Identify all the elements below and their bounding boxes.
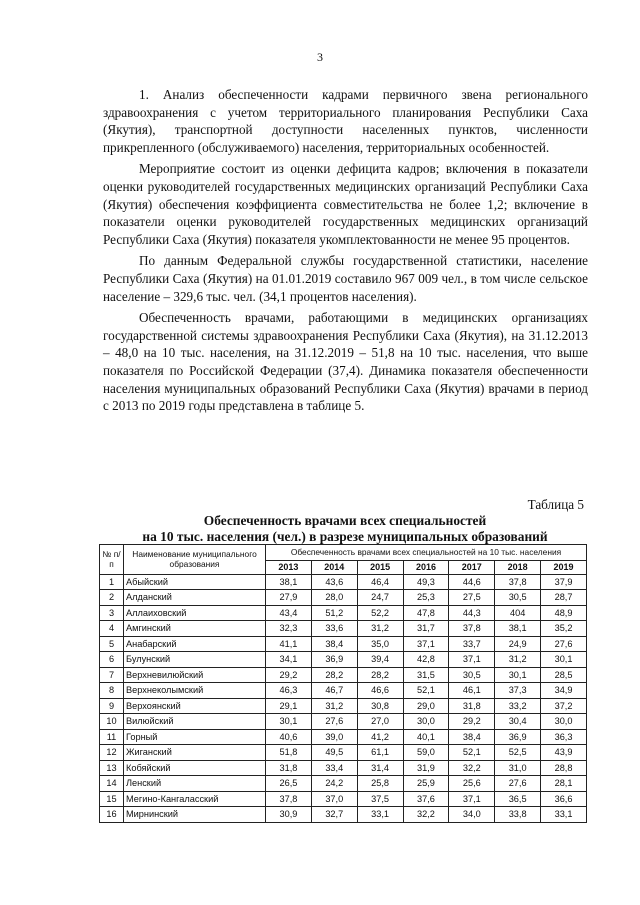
- value-cell: 38,1: [495, 621, 541, 637]
- table-row: [100, 590, 587, 606]
- municipality-name: Горный: [124, 729, 266, 745]
- value-cell: 32,7: [311, 807, 357, 823]
- table-title: [100, 513, 590, 545]
- value-cell: 43,9: [541, 745, 587, 761]
- table-row: [100, 698, 587, 714]
- table-row: [100, 714, 587, 730]
- table-row: [100, 776, 587, 792]
- value-cell: 41,1: [266, 636, 312, 652]
- value-cell: 51,8: [266, 745, 312, 761]
- table-row: [100, 729, 587, 745]
- col-header-name: Наименование муниципального образования: [124, 545, 266, 575]
- value-cell: 52,1: [449, 745, 495, 761]
- value-cell: 36,6: [541, 791, 587, 807]
- value-cell: 36,3: [541, 729, 587, 745]
- value-cell: 30,8: [357, 698, 403, 714]
- value-cell: 25,8: [357, 776, 403, 792]
- table-caption: Таблица 5: [527, 497, 584, 512]
- value-cell: 33,2: [495, 698, 541, 714]
- value-cell: 37,0: [311, 791, 357, 807]
- value-cell: 31,9: [403, 760, 449, 776]
- municipality-name: Вилюйский: [124, 714, 266, 730]
- value-cell: 46,7: [311, 683, 357, 699]
- value-cell: 38,4: [449, 729, 495, 745]
- value-cell: 37,8: [495, 574, 541, 590]
- table-row: [100, 621, 587, 637]
- value-cell: 31,0: [495, 760, 541, 776]
- value-cell: 36,5: [495, 791, 541, 807]
- value-cell: 28,5: [541, 667, 587, 683]
- value-cell: 25,6: [449, 776, 495, 792]
- municipality-name: Кобяйский: [124, 760, 266, 776]
- value-cell: 27,6: [495, 776, 541, 792]
- value-cell: 31,2: [495, 652, 541, 668]
- paragraph: Обеспеченность врачами, работающими в медицинских организациях государственной системы здравоохранения Республики Саха (Якутия), на 31.12.2013 – 48,0 на 10 тыс. населения, на 31.12.2019 – 51,8 на 10 тыс. населения, что выше показателя по Российской Федерации (37,4). Динамика показателя обеспеченности населения муниципальных образований Республики Саха (Якутия) врачами в период с 2013 по 2019 годы представлена в таблице 5.: [103, 310, 588, 414]
- municipality-name: Мегино-Кангаласский: [124, 791, 266, 807]
- col-header-year: 2019: [541, 560, 587, 574]
- value-cell: 39,0: [311, 729, 357, 745]
- value-cell: 61,1: [357, 745, 403, 761]
- table-row: [100, 667, 587, 683]
- value-cell: 29,2: [266, 667, 312, 683]
- value-cell: 33,1: [357, 807, 403, 823]
- paragraph: 1. Анализ обеспеченности кадрами первичного звена регионального здравоохранения с учетом территориального планирования Республики Саха (Якутия), транспортной доступности населенных пунктов, численности прикрепленного (обслуживаемого) населения, территориальных особенностей.: [103, 87, 588, 155]
- row-number: 15: [100, 791, 124, 807]
- col-header-number: № п/п: [100, 545, 124, 575]
- page-number: 3: [317, 50, 323, 64]
- municipality-name: Анабарский: [124, 636, 266, 652]
- value-cell: 42,8: [403, 652, 449, 668]
- value-cell: 40,1: [403, 729, 449, 745]
- value-cell: 37,2: [541, 698, 587, 714]
- value-cell: 32,2: [403, 807, 449, 823]
- municipality-name: Мирнинский: [124, 807, 266, 823]
- col-header-year: 2017: [449, 560, 495, 574]
- value-cell: 37,6: [403, 791, 449, 807]
- col-header-year: 2018: [495, 560, 541, 574]
- value-cell: 25,9: [403, 776, 449, 792]
- row-number: 14: [100, 776, 124, 792]
- value-cell: 31,5: [403, 667, 449, 683]
- value-cell: 30,1: [541, 652, 587, 668]
- value-cell: 29,0: [403, 698, 449, 714]
- row-number: 11: [100, 729, 124, 745]
- row-number: 12: [100, 745, 124, 761]
- value-cell: 38,4: [311, 636, 357, 652]
- value-cell: 33,4: [311, 760, 357, 776]
- row-number: 13: [100, 760, 124, 776]
- value-cell: 52,1: [403, 683, 449, 699]
- row-number: 1: [100, 574, 124, 590]
- table-row: [100, 760, 587, 776]
- value-cell: 47,8: [403, 605, 449, 621]
- value-cell: 44,6: [449, 574, 495, 590]
- municipality-name: Верхневилюйский: [124, 667, 266, 683]
- value-cell: 404: [495, 605, 541, 621]
- value-cell: 37,5: [357, 791, 403, 807]
- value-cell: 35,0: [357, 636, 403, 652]
- table-row: [100, 636, 587, 652]
- value-cell: 27,6: [541, 636, 587, 652]
- value-cell: 37,1: [449, 791, 495, 807]
- value-cell: 49,3: [403, 574, 449, 590]
- row-number: 8: [100, 683, 124, 699]
- value-cell: 27,9: [266, 590, 312, 606]
- row-number: 16: [100, 807, 124, 823]
- table-title-line: на 10 тыс. населения (чел.) в разрезе муниципальных образований: [142, 529, 548, 544]
- municipality-name: Абыйский: [124, 574, 266, 590]
- doctors-table: [99, 544, 587, 823]
- value-cell: 46,1: [449, 683, 495, 699]
- value-cell: 31,2: [357, 621, 403, 637]
- value-cell: 43,4: [266, 605, 312, 621]
- value-cell: 33,7: [449, 636, 495, 652]
- value-cell: 31,7: [403, 621, 449, 637]
- value-cell: 59,0: [403, 745, 449, 761]
- municipality-name: Булунский: [124, 652, 266, 668]
- row-number: 4: [100, 621, 124, 637]
- value-cell: 25,3: [403, 590, 449, 606]
- value-cell: 28,1: [541, 776, 587, 792]
- value-cell: 52,5: [495, 745, 541, 761]
- table-title-line: Обеспеченность врачами всех специальностей: [203, 513, 487, 528]
- municipality-name: Амгинский: [124, 621, 266, 637]
- value-cell: 51,2: [311, 605, 357, 621]
- table-row: [100, 683, 587, 699]
- value-cell: 29,1: [266, 698, 312, 714]
- municipality-name: Жиганский: [124, 745, 266, 761]
- col-header-year: 2013: [266, 560, 312, 574]
- col-header-group: Обеспеченность врачами всех специальностей на 10 тыс. населения: [266, 545, 587, 561]
- row-number: 6: [100, 652, 124, 668]
- col-header-year: 2014: [311, 560, 357, 574]
- value-cell: 30,1: [266, 714, 312, 730]
- value-cell: 36,9: [311, 652, 357, 668]
- value-cell: 28,0: [311, 590, 357, 606]
- row-number: 5: [100, 636, 124, 652]
- value-cell: 32,2: [449, 760, 495, 776]
- value-cell: 33,1: [541, 807, 587, 823]
- table-row: [100, 791, 587, 807]
- value-cell: 28,2: [311, 667, 357, 683]
- value-cell: 37,8: [266, 791, 312, 807]
- value-cell: 41,2: [357, 729, 403, 745]
- value-cell: 44,3: [449, 605, 495, 621]
- value-cell: 31,2: [311, 698, 357, 714]
- value-cell: 37,3: [495, 683, 541, 699]
- table-row: [100, 745, 587, 761]
- value-cell: 37,9: [541, 574, 587, 590]
- value-cell: 33,8: [495, 807, 541, 823]
- municipality-name: Верхнеколымский: [124, 683, 266, 699]
- col-header-year: 2015: [357, 560, 403, 574]
- value-cell: 30,9: [266, 807, 312, 823]
- value-cell: 37,1: [403, 636, 449, 652]
- row-number: 3: [100, 605, 124, 621]
- value-cell: 40,6: [266, 729, 312, 745]
- value-cell: 48,9: [541, 605, 587, 621]
- value-cell: 32,3: [266, 621, 312, 637]
- value-cell: 28,8: [541, 760, 587, 776]
- value-cell: 28,2: [357, 667, 403, 683]
- value-cell: 28,7: [541, 590, 587, 606]
- value-cell: 30,4: [495, 714, 541, 730]
- value-cell: 24,7: [357, 590, 403, 606]
- row-number: 2: [100, 590, 124, 606]
- row-number: 9: [100, 698, 124, 714]
- value-cell: 31,8: [266, 760, 312, 776]
- value-cell: 33,6: [311, 621, 357, 637]
- table-row: [100, 807, 587, 823]
- value-cell: 39,4: [357, 652, 403, 668]
- value-cell: 27,5: [449, 590, 495, 606]
- value-cell: 30,0: [403, 714, 449, 730]
- value-cell: 35,2: [541, 621, 587, 637]
- value-cell: 46,6: [357, 683, 403, 699]
- value-cell: 29,2: [449, 714, 495, 730]
- municipality-name: Верхоянский: [124, 698, 266, 714]
- value-cell: 26,5: [266, 776, 312, 792]
- value-cell: 24,2: [311, 776, 357, 792]
- value-cell: 38,1: [266, 574, 312, 590]
- municipality-name: Ленский: [124, 776, 266, 792]
- table-row: [100, 605, 587, 621]
- value-cell: 49,5: [311, 745, 357, 761]
- value-cell: 37,8: [449, 621, 495, 637]
- value-cell: 36,9: [495, 729, 541, 745]
- paragraph: По данным Федеральной службы государственной статистики, население Республики Саха (Якутия) на 01.01.2019 составило 967 009 чел., в том числе сельское население – 329,6 тыс. чел. (34,1 процентов населения).: [103, 253, 588, 304]
- value-cell: 30,5: [495, 590, 541, 606]
- value-cell: 52,2: [357, 605, 403, 621]
- row-number: 7: [100, 667, 124, 683]
- value-cell: 31,8: [449, 698, 495, 714]
- value-cell: 31,4: [357, 760, 403, 776]
- municipality-name: Алданский: [124, 590, 266, 606]
- value-cell: 43,6: [311, 574, 357, 590]
- municipality-name: Аллаиховский: [124, 605, 266, 621]
- body-text: [103, 86, 588, 419]
- value-cell: 34,0: [449, 807, 495, 823]
- value-cell: 46,3: [266, 683, 312, 699]
- row-number: 10: [100, 714, 124, 730]
- value-cell: 30,1: [495, 667, 541, 683]
- table-row: [100, 652, 587, 668]
- col-header-year: 2016: [403, 560, 449, 574]
- value-cell: 27,6: [311, 714, 357, 730]
- table-body: [100, 574, 587, 822]
- value-cell: 46,4: [357, 574, 403, 590]
- value-cell: 34,9: [541, 683, 587, 699]
- value-cell: 30,5: [449, 667, 495, 683]
- table-row: [100, 574, 587, 590]
- value-cell: 24,9: [495, 636, 541, 652]
- value-cell: 37,1: [449, 652, 495, 668]
- value-cell: 34,1: [266, 652, 312, 668]
- paragraph: Мероприятие состоит из оценки дефицита кадров; включения в показатели оценки руководителей государственных медицинских организаций Республики Саха (Якутия) обеспечения коэффициента совместительства не более 1,2; включение в показатели оценки руководителей государственных медицинских организаций Республики Саха (Якутия) показателя укомплектованности не менее 95 процентов.: [103, 161, 588, 247]
- value-cell: 27,0: [357, 714, 403, 730]
- value-cell: 30,0: [541, 714, 587, 730]
